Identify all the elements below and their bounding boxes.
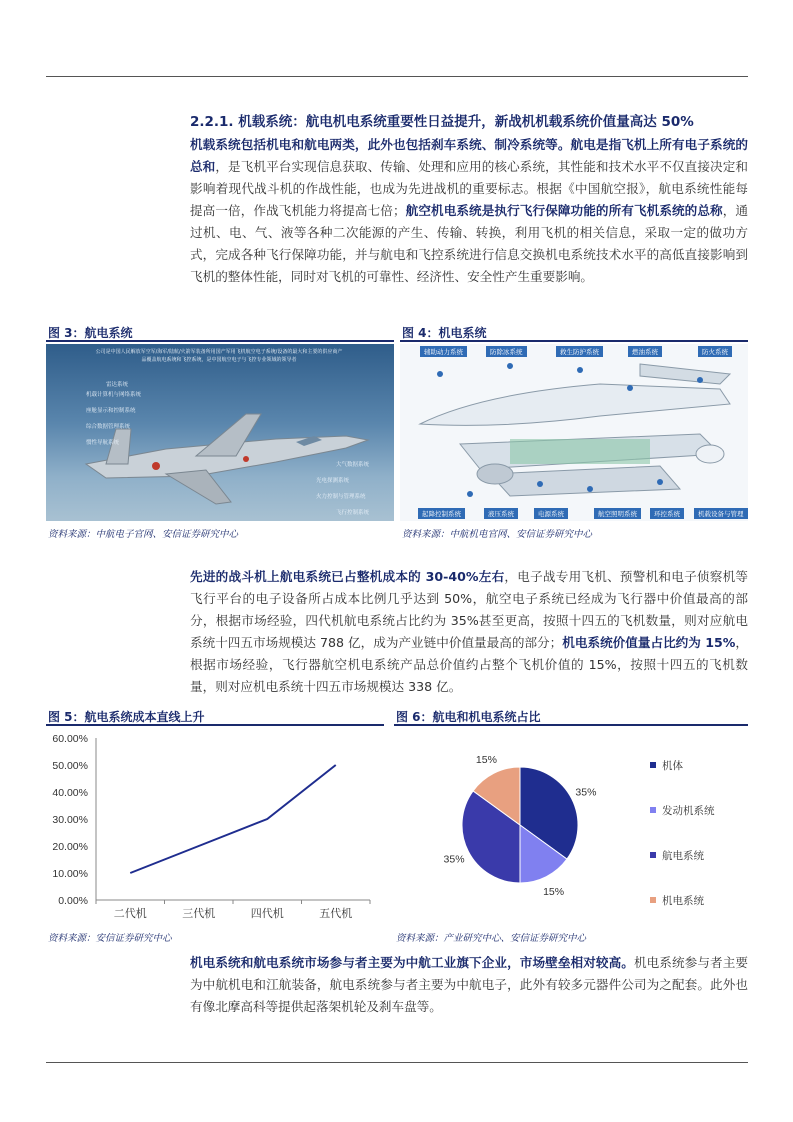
cost-text-2: ，根据市场经验，飞行器航空机电系统产品总价值约占整个飞机价值的 15%，按照十四五的飞机数量，则对应机电系统十四五市场规模达 338 亿。 (190, 635, 749, 694)
market-bold-1: 机电系统和航电系统市场参与者主要为中航工业旗下企业，市场壁垒相对较高。 (190, 955, 634, 970)
fig4-image-electromechanical (400, 344, 748, 521)
footer-rule (46, 1062, 748, 1063)
intro-text-2: ，通过机、电、气、液等各种二次能源的产生、传输、转换，利用飞机的相关信息，采取一定的做功方式，完成各种飞行保障功能，并与航电和飞控系统进行信息交换机电系统技术水平的高低直接影响到飞机的整体性能，同时对飞机的可靠性、经济性、安全性产生重要影响。 (190, 203, 749, 284)
legend-label-1: 发动机系统 (662, 805, 715, 817)
y-tick-label: 20.00% (52, 841, 88, 853)
intro-bold-2: 航电是指飞机上所有电子系统的总和 (190, 137, 749, 174)
aircraft-exploded-view (400, 344, 748, 521)
fig3-image-avionics-jet (46, 344, 394, 521)
fig4-bottom-label-2: 电源系统 (534, 508, 568, 519)
pie-value-label-1: 15% (543, 885, 565, 898)
y-tick-label: 0.00% (58, 895, 88, 907)
fig3-source: 资料来源：中航电子官网、安信证券研究中心 (48, 529, 239, 540)
y-tick-label: 60.00% (52, 733, 88, 745)
cost-text-1: ，电子战专用飞机、预警机和电子侦察机等飞行平台的电子设备所占成本比例几乎达到 50%，航空电子系统已经成为飞行器中价值最高的部分，根据市场经验，四代机航电系统占比约为 35%甚至更高，按照十四五的飞机数量，则对应航电系统十四五市场规模达 788 亿，成为产业链中价值量最高的部分； (190, 569, 749, 650)
cost-bold-2: 机电系统价值量占比约为 15% (562, 635, 736, 650)
section-title: 2.2.1. 机载系统：航电机电系统重要性日益提升，新战机机载系统价值量高达 50% (190, 114, 694, 130)
fig4-top-label-4: 防火系统 (698, 346, 732, 357)
fig3-caption: 公司是中国人民解放军空军/海军/陆航/火箭军装备所用国产军用飞机航空电子系统/设备的最大和主要的供应商产品覆盖航电系统和飞控系统，是中国航空电子与飞控专业领域的领导者 (95, 349, 343, 363)
legend-swatch-3 (650, 897, 656, 903)
fig6-rule (394, 724, 748, 726)
fig6-title: 图 6：航电和机电系统占比 (396, 710, 541, 724)
x-tick-label: 五代机 (319, 907, 353, 920)
fig4-rule (400, 340, 748, 342)
fig3-label-4: 惯性导航系统 (86, 440, 120, 446)
fig3-label-6: 光电探测系统 (316, 478, 350, 484)
cost-bold-1: 先进的战斗机上航电系统已占整机成本的 30-40%左右 (190, 569, 505, 584)
fig4-top-label-0: 辅助动力系统 (420, 346, 467, 357)
fig3-label-2: 座舱显示和控制系统 (86, 408, 136, 414)
fig4-source: 资料来源：中航机电官网、安信证券研究中心 (402, 529, 593, 540)
fig4-bottom-label-0: 起降控制系统 (418, 508, 465, 519)
fig4-bottom-label-4: 环控系统 (650, 508, 684, 519)
legend-swatch-0 (650, 762, 656, 768)
fig5-title: 图 5：航电系统成本直线上升 (48, 710, 205, 724)
fig6-pie-chart (420, 728, 660, 928)
pie-value-label-2: 35% (443, 853, 465, 866)
fig4-bottom-label-3: 航空照明系统 (594, 508, 641, 519)
y-tick-label: 30.00% (52, 814, 88, 826)
y-tick-label: 10.00% (52, 868, 88, 880)
fig4-top-label-3: 燃油系统 (628, 346, 662, 357)
fig4-top-label-2: 救生防护系统 (556, 346, 603, 357)
fig4-top-label-1: 防除冰系统 (486, 346, 527, 357)
legend-swatch-1 (650, 807, 656, 813)
fig3-label-0: 雷达系统 (106, 382, 129, 388)
fig5-rule (46, 724, 384, 726)
fig3-rule (46, 340, 394, 342)
intro-bold-3: 航空机电系统是执行飞行保障功能的所有飞机系统的总称 (405, 203, 723, 218)
legend-label-2: 航电系统 (662, 850, 704, 862)
y-tick-label: 40.00% (52, 787, 88, 799)
fig3-label-5: 大气数据系统 (336, 462, 370, 468)
intro-bold-1: 机载系统包括机电和航电两类，此外也包括刹车系统、制冷系统等。 (190, 137, 571, 152)
paragraph-intro (190, 134, 748, 288)
fig4-bottom-label-1: 液压系统 (484, 508, 518, 519)
y-tick-label: 50.00% (52, 760, 88, 772)
pie-value-label-0: 35% (575, 786, 597, 799)
fig5-line-chart (40, 728, 390, 928)
intro-text-1: ，是飞机平台实现信息获取、传输、处理和应用的核心系统，其性能和技术水平不仅直接决定和影响着现代战斗机的作战性能，也成为先进战机的重要标志。根据《中国航空报》，航电系统性能每提高一倍，作战飞机能力将提高七倍； (190, 159, 749, 218)
paragraph-cost-share (190, 566, 748, 698)
x-tick-label: 四代机 (250, 907, 284, 920)
pie-value-label-3: 15% (475, 754, 497, 767)
fig3-label-3: 综合数据管理系统 (86, 424, 131, 430)
fig3-label-1: 机载计算机与网络系统 (86, 392, 142, 398)
x-tick-label: 二代机 (113, 907, 147, 920)
series-line (130, 765, 336, 873)
legend-label-3: 机电系统 (662, 895, 704, 907)
fig6-source: 资料来源：产业研究中心、安信证券研究中心 (396, 933, 587, 944)
fig3-label-8: 飞行控制系统 (336, 510, 370, 516)
fig5-source: 资料来源：安信证券研究中心 (48, 933, 172, 944)
fig4-bottom-label-5: 机载设备与管理 (694, 508, 748, 519)
fig4-title: 图 4：机电系统 (402, 326, 487, 340)
fig3-title: 图 3：航电系统 (48, 326, 133, 340)
legend-label-0: 机体 (662, 760, 683, 772)
paragraph-market (190, 952, 748, 1018)
market-text-1: 机电系统参与者主要为中航机电和江航装备，航电系统参与者主要为中航电子，此外有较多元器件公司为之配套。此外也有像北摩高科等提供起落架机轮及刹车盘等。 (190, 955, 749, 1014)
legend-swatch-2 (650, 852, 656, 858)
x-tick-label: 三代机 (182, 907, 216, 920)
fig3-label-7: 火力控制与管理系统 (316, 494, 366, 500)
header-rule (46, 76, 748, 77)
